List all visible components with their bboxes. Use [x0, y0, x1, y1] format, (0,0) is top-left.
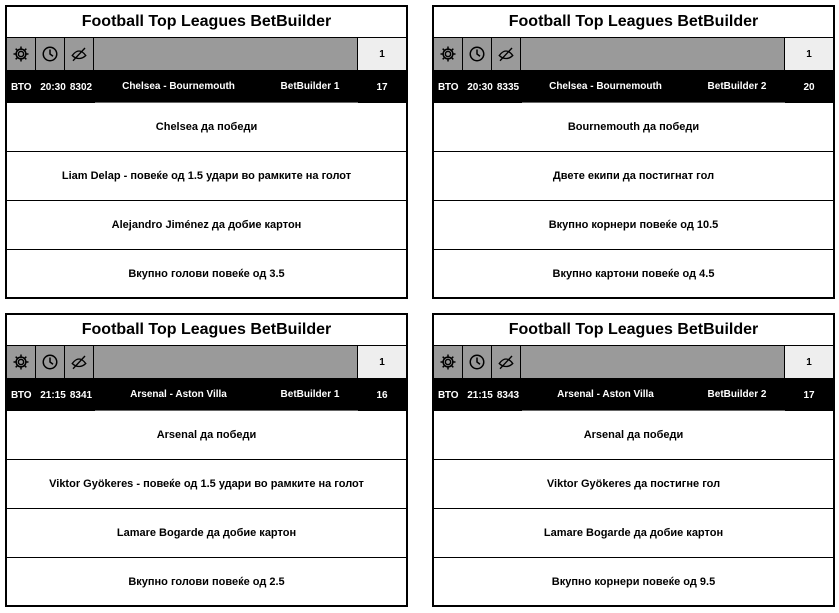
selection-item[interactable]: Вкупно корнери повеќе од 10.5: [434, 201, 833, 250]
match-teams: Chelsea - Bournemouth: [95, 71, 262, 103]
hide-eye-icon: [497, 353, 515, 371]
betbuilder-card: [5, 313, 408, 607]
gear-icon: [12, 353, 30, 371]
betbuilder-card: [5, 5, 408, 299]
toolbar-spacer: [94, 346, 358, 378]
clock-icon: [41, 45, 59, 63]
betbuilder-card: [432, 313, 835, 607]
selection-item[interactable]: Вкупно картони повеќе од 4.5: [552, 268, 715, 280]
time-button[interactable]: [36, 346, 65, 378]
league-code: ВТО: [11, 81, 32, 93]
settings-button[interactable]: [7, 346, 36, 378]
toolbar-spacer: [94, 38, 358, 70]
league-code: ВТО: [438, 81, 459, 93]
hide-eye-icon: [497, 45, 515, 63]
gear-icon: [439, 353, 457, 371]
selection-count: 1: [358, 38, 406, 70]
betbuilder-card: [432, 5, 835, 299]
match-time: 20:30: [467, 81, 493, 93]
clock-icon: [468, 353, 486, 371]
betbuilder-label: BetBuilder 1: [262, 71, 358, 103]
hide-button[interactable]: [492, 346, 521, 378]
selection-count: 1: [785, 346, 833, 378]
match-time: 21:15: [40, 389, 66, 401]
selection-item[interactable]: Вкупно корнери повеќе од 9.5: [551, 576, 716, 588]
match-id: 8341: [69, 389, 93, 401]
odds-value: 16: [376, 389, 388, 401]
card-title: Football Top Leagues BetBuilder: [7, 7, 406, 38]
card-toolbar: [7, 38, 406, 71]
match-bar: [7, 71, 406, 103]
selection-item[interactable]: Вкупно голови повеќе од 2.5: [128, 576, 285, 588]
match-teams: Chelsea - Bournemouth: [522, 71, 689, 103]
league-code: ВТО: [11, 389, 32, 401]
selection-item[interactable]: Arsenal да победи: [7, 411, 406, 460]
selection-count: 1: [358, 346, 406, 378]
betbuilder-label: BetBuilder 2: [689, 71, 785, 103]
match-time: 20:30: [40, 81, 66, 93]
selection-list: [434, 103, 833, 298]
odds-value: 20: [803, 81, 815, 93]
hide-button[interactable]: [492, 38, 521, 70]
time-button[interactable]: [463, 38, 492, 70]
time-button[interactable]: [36, 38, 65, 70]
settings-button[interactable]: [434, 38, 463, 70]
match-teams: Arsenal - Aston Villa: [95, 379, 262, 411]
hide-eye-icon: [70, 45, 88, 63]
match-bar: [434, 71, 833, 103]
selection-list: [7, 411, 406, 606]
selection-item[interactable]: Alejandro Jiménez да добие картон: [7, 201, 406, 250]
settings-button[interactable]: [7, 38, 36, 70]
selection-item[interactable]: Bournemouth да победи: [434, 103, 833, 152]
card-title: Football Top Leagues BetBuilder: [434, 315, 833, 346]
match-id: 8335: [496, 81, 520, 93]
settings-button[interactable]: [434, 346, 463, 378]
clock-icon: [41, 353, 59, 371]
selection-item[interactable]: Двете екипи да постигнат гол: [434, 152, 833, 201]
time-button[interactable]: [463, 346, 492, 378]
hide-eye-icon: [70, 353, 88, 371]
toolbar-spacer: [521, 38, 785, 70]
match-bar: [434, 379, 833, 411]
card-toolbar: [434, 38, 833, 71]
gear-icon: [439, 45, 457, 63]
league-code: ВТО: [438, 389, 459, 401]
card-toolbar: [434, 346, 833, 379]
selection-list: [7, 103, 406, 298]
selection-item[interactable]: Lamare Bogarde да добие картон: [7, 509, 406, 558]
selection-item[interactable]: Lamare Bogarde да добие картон: [434, 509, 833, 558]
selection-count: 1: [785, 38, 833, 70]
selection-item[interactable]: Chelsea да победи: [7, 103, 406, 152]
card-toolbar: [7, 346, 406, 379]
betbuilder-label: BetBuilder 1: [262, 379, 358, 411]
clock-icon: [468, 45, 486, 63]
card-title: Football Top Leagues BetBuilder: [7, 315, 406, 346]
selection-item[interactable]: Viktor Gyökeres да постигне гол: [434, 460, 833, 509]
match-id: 8302: [69, 81, 93, 93]
toolbar-spacer: [521, 346, 785, 378]
odds-value: 17: [803, 389, 815, 401]
card-title: Football Top Leagues BetBuilder: [434, 7, 833, 38]
selection-item[interactable]: Liam Delap - повеќе од 1.5 удари во рамките на голот: [7, 152, 406, 201]
selection-list: [434, 411, 833, 606]
match-bar: [7, 379, 406, 411]
match-time: 21:15: [467, 389, 493, 401]
match-id: 8343: [496, 389, 520, 401]
gear-icon: [12, 45, 30, 63]
odds-value: 17: [376, 81, 388, 93]
match-teams: Arsenal - Aston Villa: [522, 379, 689, 411]
hide-button[interactable]: [65, 38, 94, 70]
hide-button[interactable]: [65, 346, 94, 378]
selection-item[interactable]: Viktor Gyökeres - повеќе од 1.5 удари во рамките на голот: [7, 460, 406, 509]
selection-item[interactable]: Вкупно голови повеќе од 3.5: [128, 268, 285, 280]
betbuilder-label: BetBuilder 2: [689, 379, 785, 411]
selection-item[interactable]: Arsenal да победи: [434, 411, 833, 460]
